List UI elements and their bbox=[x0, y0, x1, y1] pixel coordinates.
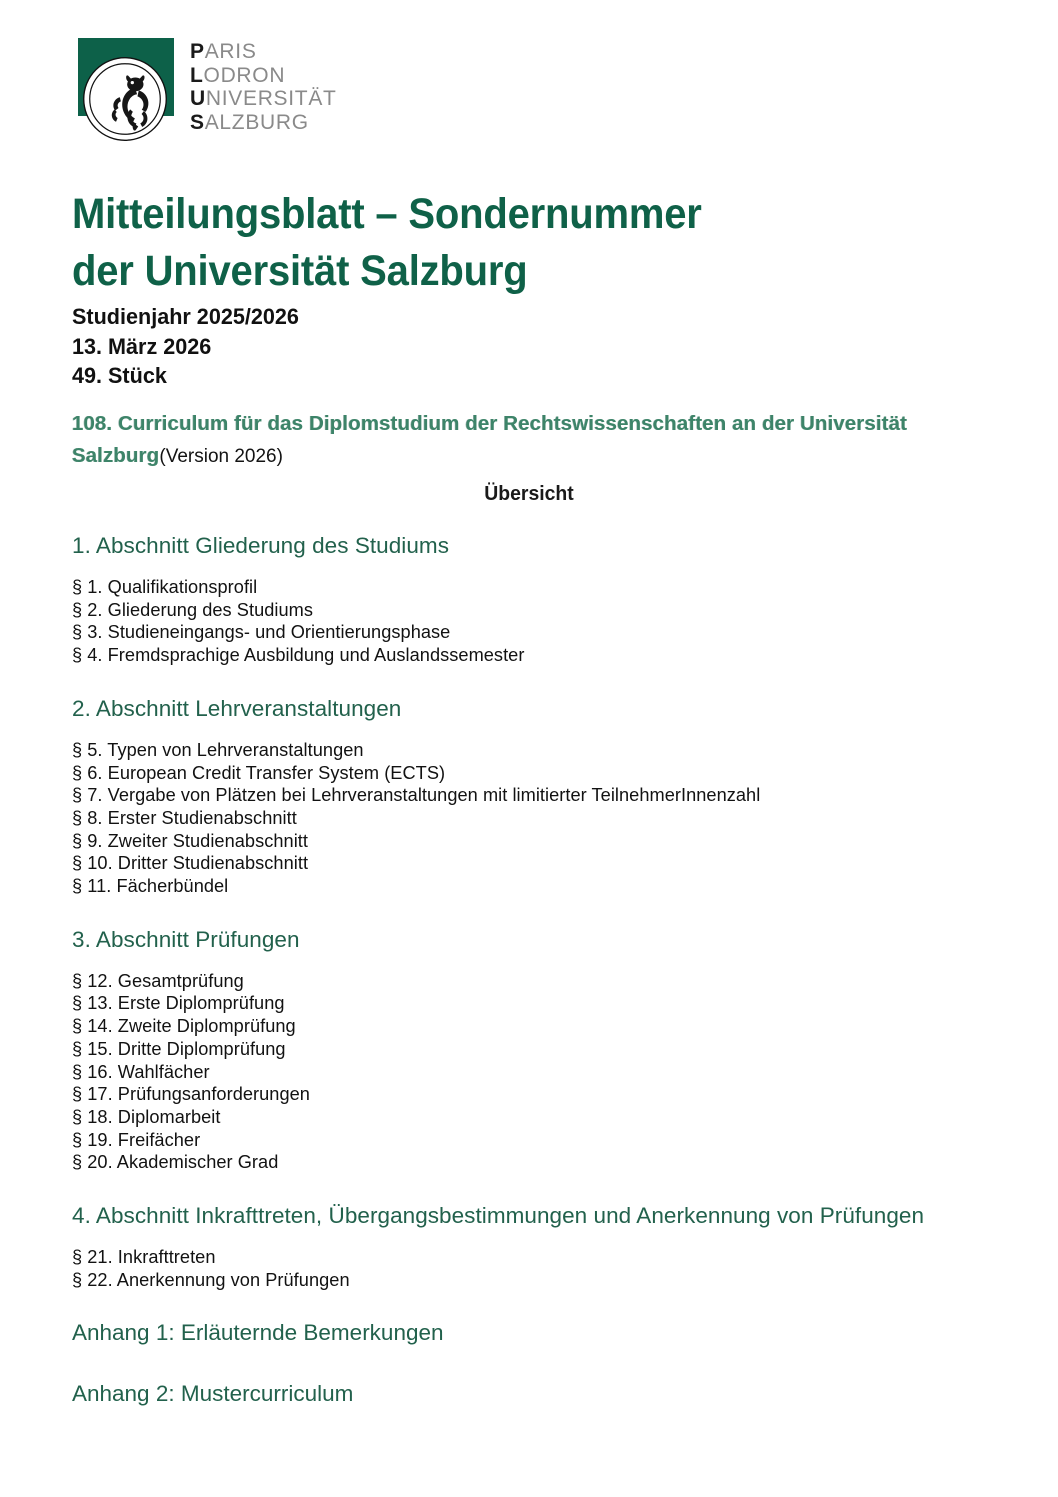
list-item: § 7. Vergabe von Plätzen bei Lehrveranstaltungen mit limitierter TeilnehmerInnenzahl bbox=[72, 785, 761, 806]
section-block-3 bbox=[72, 926, 972, 1174]
list-item: § 8. Erster Studienabschnitt bbox=[72, 807, 297, 828]
list-item: § 3. Studieneingangs- und Orientierungsphase bbox=[72, 622, 451, 643]
list-item: § 15. Dritte Diplomprüfung bbox=[72, 1038, 286, 1059]
section-heading-1: 1. Abschnitt Gliederung des Studiums bbox=[72, 533, 450, 558]
section-heading-4: 4. Abschnitt Inkrafttreten, Übergangsbestimmungen und Anerkennung von Prüfungen bbox=[72, 1203, 925, 1229]
list-item: § 11. Fächerbündel bbox=[72, 876, 229, 897]
list-item: § 1. Qualifikationsprofil bbox=[72, 577, 258, 597]
section-block-2 bbox=[72, 695, 972, 898]
curriculum-version: (Version 2026) bbox=[159, 445, 283, 467]
list-item: § 6. European Credit Transfer System (ECTS) bbox=[72, 762, 446, 783]
list-item: § 14. Zweite Diplomprüfung bbox=[72, 1016, 296, 1037]
table-of-contents bbox=[72, 532, 972, 1407]
section-items-4 bbox=[72, 1246, 972, 1291]
issue-info bbox=[72, 302, 299, 391]
section-items-2 bbox=[72, 739, 972, 898]
list-item: § 18. Diplomarbeit bbox=[72, 1106, 221, 1127]
issue-date: 13. März 2026 bbox=[72, 333, 212, 359]
lion-seal-icon bbox=[82, 56, 168, 142]
page-title bbox=[72, 186, 890, 300]
list-item: § 19. Freifächer bbox=[72, 1129, 201, 1150]
section-items-3 bbox=[72, 970, 972, 1174]
logo-line-salzburg: SALZBURG bbox=[190, 111, 309, 135]
section-items-1 bbox=[72, 576, 972, 667]
list-item: § 5. Typen von Lehrveranstaltungen bbox=[72, 739, 364, 760]
section-block-4 bbox=[72, 1202, 972, 1291]
list-item: § 12. Gesamtprüfung bbox=[72, 970, 244, 991]
logo-wordmark bbox=[190, 40, 337, 135]
issue-number: 49. Stück bbox=[72, 363, 167, 389]
section-heading-2: 2. Abschnitt Lehrveranstaltungen bbox=[72, 695, 402, 721]
list-item: § 4. Fremdsprachige Ausbildung und Auslandssemester bbox=[72, 645, 525, 666]
annex-2: Anhang 2: Mustercurriculum bbox=[72, 1381, 354, 1407]
curriculum-heading bbox=[72, 408, 997, 472]
overview-label: Übersicht bbox=[484, 483, 574, 505]
list-item: § 20. Akademischer Grad bbox=[72, 1152, 279, 1173]
curriculum-heading-text: 108. Curriculum für das Diplomstudium der Rechtswissenschaften an der Universität Salzburg bbox=[72, 412, 908, 467]
university-logo bbox=[78, 38, 337, 142]
list-item: § 17. Prüfungsanforderungen bbox=[72, 1084, 310, 1105]
section-heading-3: 3. Abschnitt Prüfungen bbox=[72, 926, 300, 952]
logo-line-paris: PARIS bbox=[190, 40, 257, 63]
logo-line-universitaet: UNIVERSITÄT bbox=[190, 87, 337, 111]
page-title-line-1: Mitteilungsblatt – Sondernummer bbox=[72, 190, 702, 238]
list-item: § 22. Anerkennung von Prüfungen bbox=[72, 1269, 350, 1290]
list-item: § 9. Zweiter Studienabschnitt bbox=[72, 830, 308, 851]
list-item: § 21. Inkrafttreten bbox=[72, 1247, 216, 1268]
study-year: Studienjahr 2025/2026 bbox=[72, 304, 299, 329]
list-item: § 13. Erste Diplomprüfung bbox=[72, 993, 285, 1014]
list-item: § 2. Gliederung des Studiums bbox=[72, 599, 314, 620]
list-item: § 16. Wahlfächer bbox=[72, 1061, 210, 1082]
list-item: § 10. Dritter Studienabschnitt bbox=[72, 853, 309, 874]
plus-logo-mark bbox=[78, 38, 174, 142]
section-block-1 bbox=[72, 532, 972, 667]
page-title-line-2: der Universität Salzburg bbox=[72, 247, 528, 296]
annex-1: Anhang 1: Erläuternde Bemerkungen bbox=[72, 1320, 444, 1346]
logo-line-lodron: LODRON bbox=[190, 63, 286, 87]
